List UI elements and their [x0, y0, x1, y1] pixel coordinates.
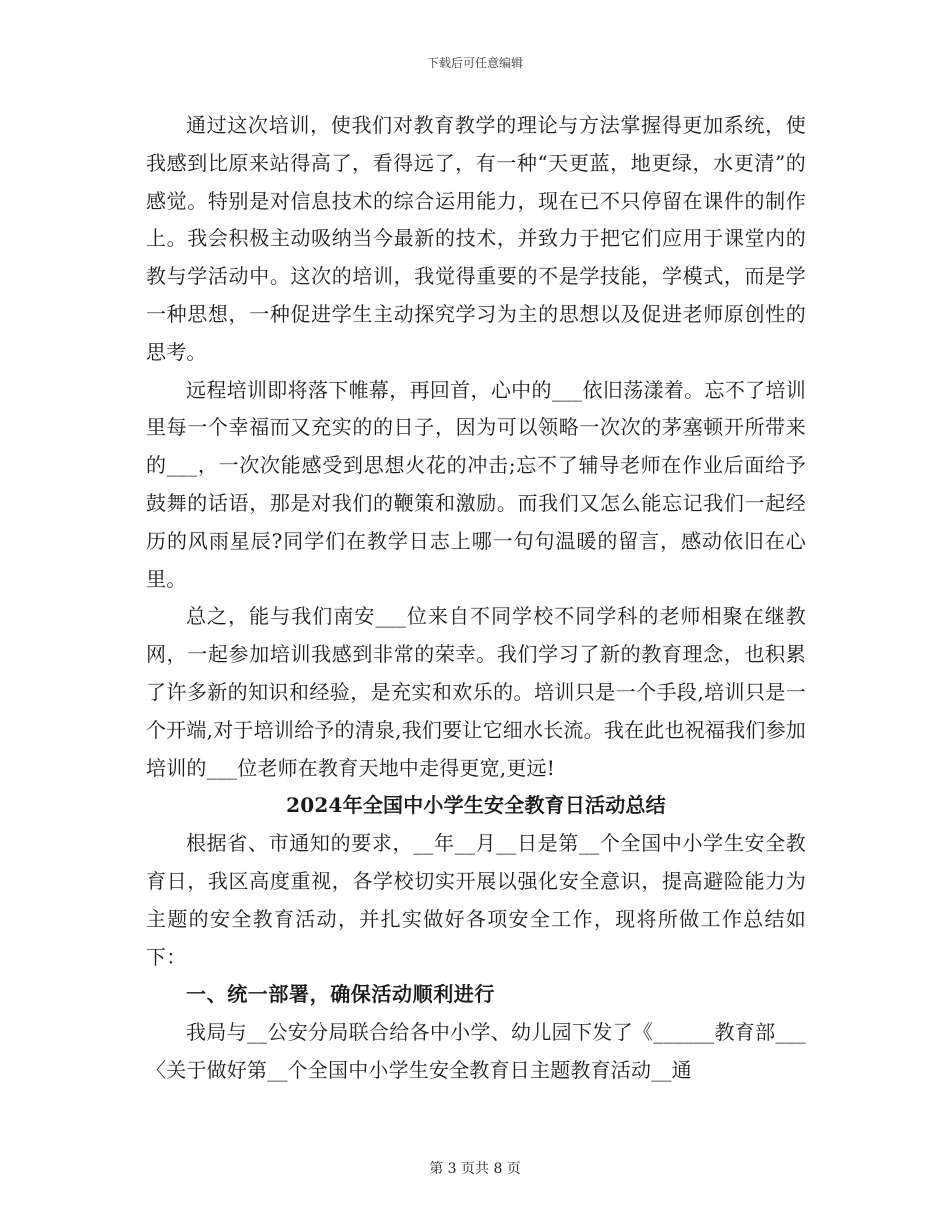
paragraph-training-reflection: 通过这次培训，使我们对教育教学的理论与方法掌握得更加系统，使我感到比原来站得高了，看得远了，有一种“天更蓝，地更绿，水更清”的感觉。特别是对信息技术的综合运用能力，现在已不只停留在课件的制作上。我会积极主动吸纳当今最新的技术，并致力于把它们应用于课堂内的教与学活动中。这次的培训，我觉得重要的不是学技能，学模式，而是学一种思想，一种促进学生主动探究学习为主的思想以及促进老师原创性的思考。 [146, 113, 806, 364]
section-heading: 一、统一部署，确保活动顺利进行 [186, 982, 495, 1007]
page-header: 下载后可任意编辑 [426, 56, 523, 70]
paragraph-training-memories: 远程培训即将落下帷幕，再回首，心中的___依旧荡漾着。忘不了培训里每一个幸福而又充实的的日子，因为可以领略一次次的茅塞顿开所带来的___，一次次能感受到思想火花的冲击;忘不了辅导老师在作业后面给予鼓舞的话语，那是对我们的鞭策和激励。而我们又怎么能忘记我们一起经历的风雨星辰?同学们在教学日志上哪一句句温暖的留言，感动依旧在心里。 [146, 377, 806, 591]
paragraph-deployment: 我局与__公安分局联合给各中小学、幼儿园下发了《______教育部___〈关于做好第__个全国中小学生安全教育日主题教育活动__通 [146, 1020, 806, 1082]
paragraph-conclusion: 总之，能与我们南安___位来自不同学校不同学科的老师相聚在继教网，一起参加培训我感到非常的荣幸。我们学习了新的教育理念，也积累了许多新的知识和经验，是充实和欢乐的。培训只是一个手段,培训只是一个开端,对于培训给予的清泉,我们要让它细水长流。我在此也祝福我们参加培训的___位老师在教育天地中走得更宽,更远! [146, 604, 806, 780]
document-body [146, 107, 806, 1090]
paragraph-intro: 根据省、市通知的要求，__年__月__日是第__个全国中小学生安全教育日，我区高度重视，各学校切实开展以强化安全意识，提高避险能力为主题的安全教育活动，并扎实做好各项安全工作，现将所做工作总结如下： [146, 831, 806, 969]
document-title: 2024年全国中小学生安全教育日活动总结 [286, 793, 666, 818]
page-number: 第 3 页共 8 页 [429, 1161, 521, 1177]
